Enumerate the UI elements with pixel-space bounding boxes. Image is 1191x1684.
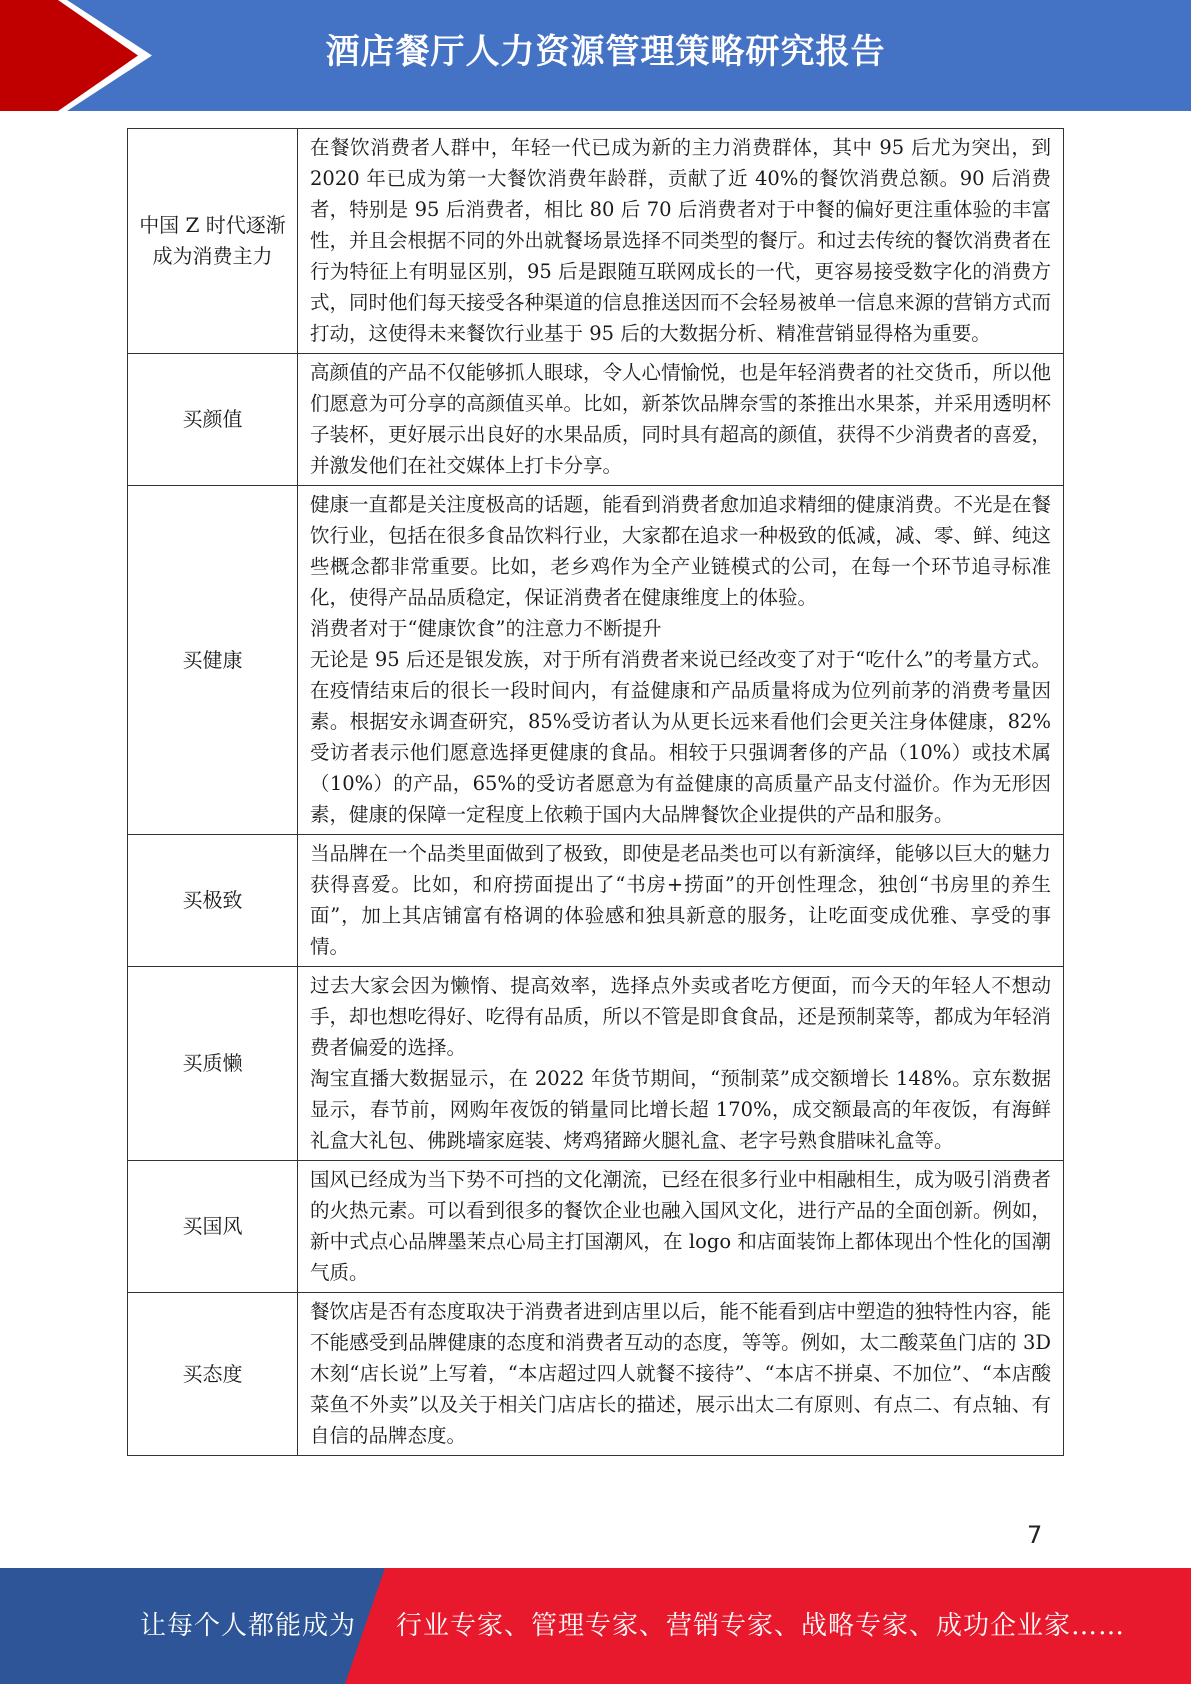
content-paragraph: 过去大家会因为懒惰、提高效率，选择点外卖或者吃方便面，而今天的年轻人不想动手，却也想吃得好、吃得有品质，所以不管是即食食品，还是预制菜等，都成为年轻消费者偏爱的选择。: [310, 974, 1052, 1059]
footer-slogan-left: 让每个人都能成为: [140, 1611, 357, 1641]
row-label: 买国风: [128, 1161, 298, 1293]
row-label: 买态度: [128, 1293, 298, 1456]
table-row: [128, 354, 1064, 486]
row-label: 中国 Z 时代逐渐成为消费主力: [128, 129, 298, 354]
content-table: [127, 128, 1064, 1456]
content-paragraph: 淘宝直播大数据显示，在 2022 年货节期间，“预制菜”成交额增长 148%。京东数据显示，春节前，网购年夜饭的销量同比增长超 170%，成交额最高的年夜饭，有海鲜礼盒大礼包、佛跳墙家庭装、烤鸡猪蹄火腿礼盒、老字号熟食腊味礼盒等。: [310, 1067, 1051, 1152]
row-label: 买极致: [128, 835, 298, 967]
row-label: 买质懒: [128, 967, 298, 1161]
content-paragraph: 当品牌在一个品类里面做到了极致，即使是老品类也可以有新演绎，能够以巨大的魅力获得喜爱。比如，和府捞面提出了“书房+捞面”的开创性理念，独创“书房里的养生面”，加上其店铺富有格调的体验感和独具新意的服务，让吃面变成优雅、享受的事情。: [310, 842, 1052, 958]
content-paragraph: 无论是 95 后还是银发族，对于所有消费者来说已经改变了对于“吃什么”的考量方式。在疫情结束后的很长一段时间内，有益健康和产品质量将成为位列前茅的消费考量因素。根据安永调查研究，85%受访者认为从更长远来看他们会更关注身体健康，82%受访者表示他们愿意选择更健康的食品。相较于只强调奢侈的产品（10%）或技术属（10%）的产品，65%的受访者愿意为有益健康的高质量产品支付溢价。作为无形因素，健康的保障一定程度上依赖于国内大品牌餐饮企业提供的产品和服务。: [310, 648, 1051, 826]
table-row: [128, 835, 1064, 967]
row-content: [298, 1161, 1064, 1293]
row-content: [298, 1293, 1064, 1456]
table-row: [128, 1293, 1064, 1456]
content-paragraph: 高颜值的产品不仅能够抓人眼球，令人心情愉悦，也是年轻消费者的社交货币，所以他们愿意为可分享的高颜值买单。比如，新茶饮品牌奈雪的茶推出水果茶，并采用透明杯子装杯，更好展示出良好的水果品质，同时具有超高的颜值，获得不少消费者的喜爱，并激发他们在社交媒体上打卡分享。: [310, 361, 1052, 477]
row-content: [298, 354, 1064, 486]
row-content: [298, 835, 1064, 967]
table-row: [128, 967, 1064, 1161]
table-row: [128, 129, 1064, 354]
page-number: 7: [1027, 1521, 1043, 1549]
page-header: [0, 0, 1191, 111]
content-paragraph: 餐饮店是否有态度取决于消费者进到店里以后，能不能看到店中塑造的独特性内容，能不能感受到品牌健康的态度和消费者互动的态度，等等。例如，太二酸菜鱼门店的 3D 木刻“店长说”上写着，“本店超过四人就餐不接待”、“本店不拼桌、不加位”、“本店酸菜鱼不外卖”以及关于相关门店店长的描述，展示出太二有原则、有点二、有点轴、有自信的品牌态度。: [310, 1300, 1052, 1447]
table-row: [128, 1161, 1064, 1293]
content-paragraph: 健康一直都是关注度极高的话题，能看到消费者愈加追求精细的健康消费。不光是在餐饮行业，包括在很多食品饮料行业，大家都在追求一种极致的低减，减、零、鲜、纯这些概念都非常重要。比如，老乡鸡作为全产业链模式的公司，在每一个环节追寻标准化，使得产品品质稳定，保证消费者在健康维度上的体验。: [310, 493, 1052, 609]
row-label: 买健康: [128, 486, 298, 835]
row-content: [298, 967, 1064, 1161]
row-label: 买颜值: [128, 354, 298, 486]
content-paragraph: 国风已经成为当下势不可挡的文化潮流，已经在很多行业中相融相生，成为吸引消费者的火热元素。可以看到很多的餐饮企业也融入国风文化，进行产品的全面创新。例如，新中式点心品牌墨茉点心局主打国潮风，在 logo 和店面装饰上都体现出个性化的国潮气质。: [310, 1168, 1052, 1284]
row-content: [298, 129, 1064, 354]
table-row: [128, 486, 1064, 835]
content-paragraph: 消费者对于“健康饮食”的注意力不断提升: [310, 617, 662, 640]
document-title: 酒店餐厅人力资源管理策略研究报告: [325, 32, 886, 72]
page-footer: [0, 1568, 1191, 1684]
content-paragraph: 在餐饮消费者人群中，年轻一代已成为新的主力消费群体，其中 95 后尤为突出，到 2020 年已成为第一大餐饮消费年龄群，贡献了近 40%的餐饮消费总额。90 后消费者，特别是 95 后消费者，相比 80 后 70 后消费者对于中餐的偏好更注重体验的丰富性，并且会根据不同的外出就餐场景选择不同类型的餐厅。和过去传统的餐饮消费者在行为特征上有明显区别，95 后是跟随互联网成长的一代，更容易接受数字化的消费方式，同时他们每天接受各种渠道的信息推送因而不会轻易被单一信息来源的营销方式而打动，这使得未来餐饮行业基于 95 后的大数据分析、精准营销显得格为重要。: [310, 136, 1052, 345]
row-content: [298, 486, 1064, 835]
footer-slogan-right: 行业专家、管理专家、营销专家、战略专家、成功企业家……: [396, 1611, 1126, 1641]
